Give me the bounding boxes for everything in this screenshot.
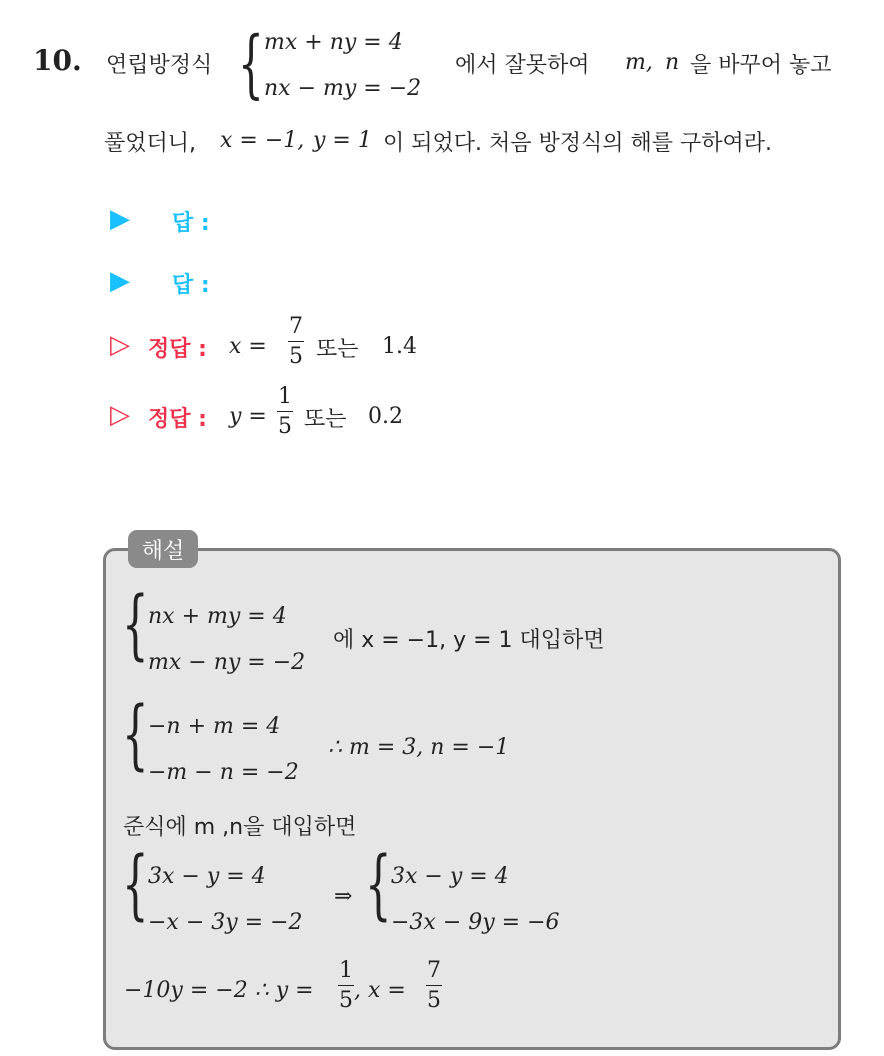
solution-step1-eq2: mx − ny = −2 <box>148 650 306 675</box>
solution-step1-note: 에 x = −1, y = 1 대입하면 <box>333 628 605 653</box>
solution-step4b-eq1: 3x − y = 4 <box>391 864 509 889</box>
problem-after-system: 에서 잘못하여 <box>455 53 590 78</box>
problem-swap-text: 을 바꾸어 놓고 <box>690 53 832 78</box>
solution-step3-text: 준식에 m ,n을 대입하면 <box>123 815 357 840</box>
answer-blank-label-2: 답 : <box>172 273 210 298</box>
correct-answer-label-2: 정답 : <box>148 407 207 432</box>
solution-step5-mid: , x = <box>354 978 406 1003</box>
problem-line2-y: y = 1 <box>313 128 372 153</box>
solution-step5-num-x: 7 <box>427 958 441 983</box>
solution-step5-num-y: 1 <box>339 958 353 983</box>
answer2-denominator: 5 <box>278 414 292 439</box>
solution-step2-eq2: −m − n = −2 <box>148 760 299 785</box>
solution-step5-den-x: 5 <box>427 988 441 1013</box>
solution-step5-den-y: 5 <box>339 988 353 1013</box>
outline-play-icon: ▷ <box>110 330 130 360</box>
outline-play-icon: ▷ <box>110 400 130 430</box>
answer1-or: 또는 <box>316 337 359 362</box>
solution-step4a-eq1: 3x − y = 4 <box>148 864 266 889</box>
problem-intro: 연립방정식 <box>106 53 213 78</box>
system-brace: { <box>365 839 392 928</box>
answer1-denominator: 5 <box>289 344 303 369</box>
answer-blank-label-1: 답 : <box>172 211 210 236</box>
question-number: 10. <box>33 44 82 77</box>
answer2-lhs: y = <box>229 404 267 429</box>
solution-step4b-eq2: −3x − 9y = −6 <box>391 910 560 935</box>
solution-step5-fraction-y <box>338 958 354 1013</box>
answer1-fraction <box>288 314 304 369</box>
system-equation-1: mx + ny = 4 <box>264 30 403 55</box>
solution-tag: 해설 <box>128 530 198 568</box>
implies-arrow-icon: ⇒ <box>334 884 353 909</box>
variable-n: n <box>665 50 680 75</box>
solution-step5-pre: −10y = −2 ∴ y = <box>124 978 314 1003</box>
variable-m: m, <box>625 50 653 75</box>
answer1-numerator: 7 <box>289 314 303 339</box>
answer2-fraction <box>277 384 293 439</box>
answer1-lhs: x = <box>229 334 267 359</box>
correct-answer-label-1: 정답 : <box>148 337 207 362</box>
problem-line2-x: x = −1, <box>220 128 305 153</box>
solution-step2-eq1: −n + m = 4 <box>148 714 281 739</box>
answer2-numerator: 1 <box>278 384 292 409</box>
system-brace: { <box>122 839 149 928</box>
system-brace: { <box>122 689 149 778</box>
play-icon: ▶ <box>110 266 130 296</box>
solution-step1-eq1: nx + my = 4 <box>148 604 287 629</box>
system-brace: { <box>122 579 149 668</box>
problem-line2-pre: 풀었더니, <box>104 131 197 156</box>
answer1-decimal: 1.4 <box>382 334 417 359</box>
answer2-decimal: 0.2 <box>368 404 403 429</box>
play-icon: ▶ <box>110 204 130 234</box>
solution-step2-note: ∴ m = 3, n = −1 <box>328 735 510 760</box>
system-equation-2: nx − my = −2 <box>264 76 422 101</box>
answer2-or: 또는 <box>304 407 347 432</box>
system-brace: { <box>238 21 264 107</box>
solution-step4a-eq2: −x − 3y = −2 <box>148 910 303 935</box>
problem-line2-post: 이 되었다. 처음 방정식의 해를 구하여라. <box>383 131 772 156</box>
solution-step5-fraction-x <box>426 958 442 1013</box>
